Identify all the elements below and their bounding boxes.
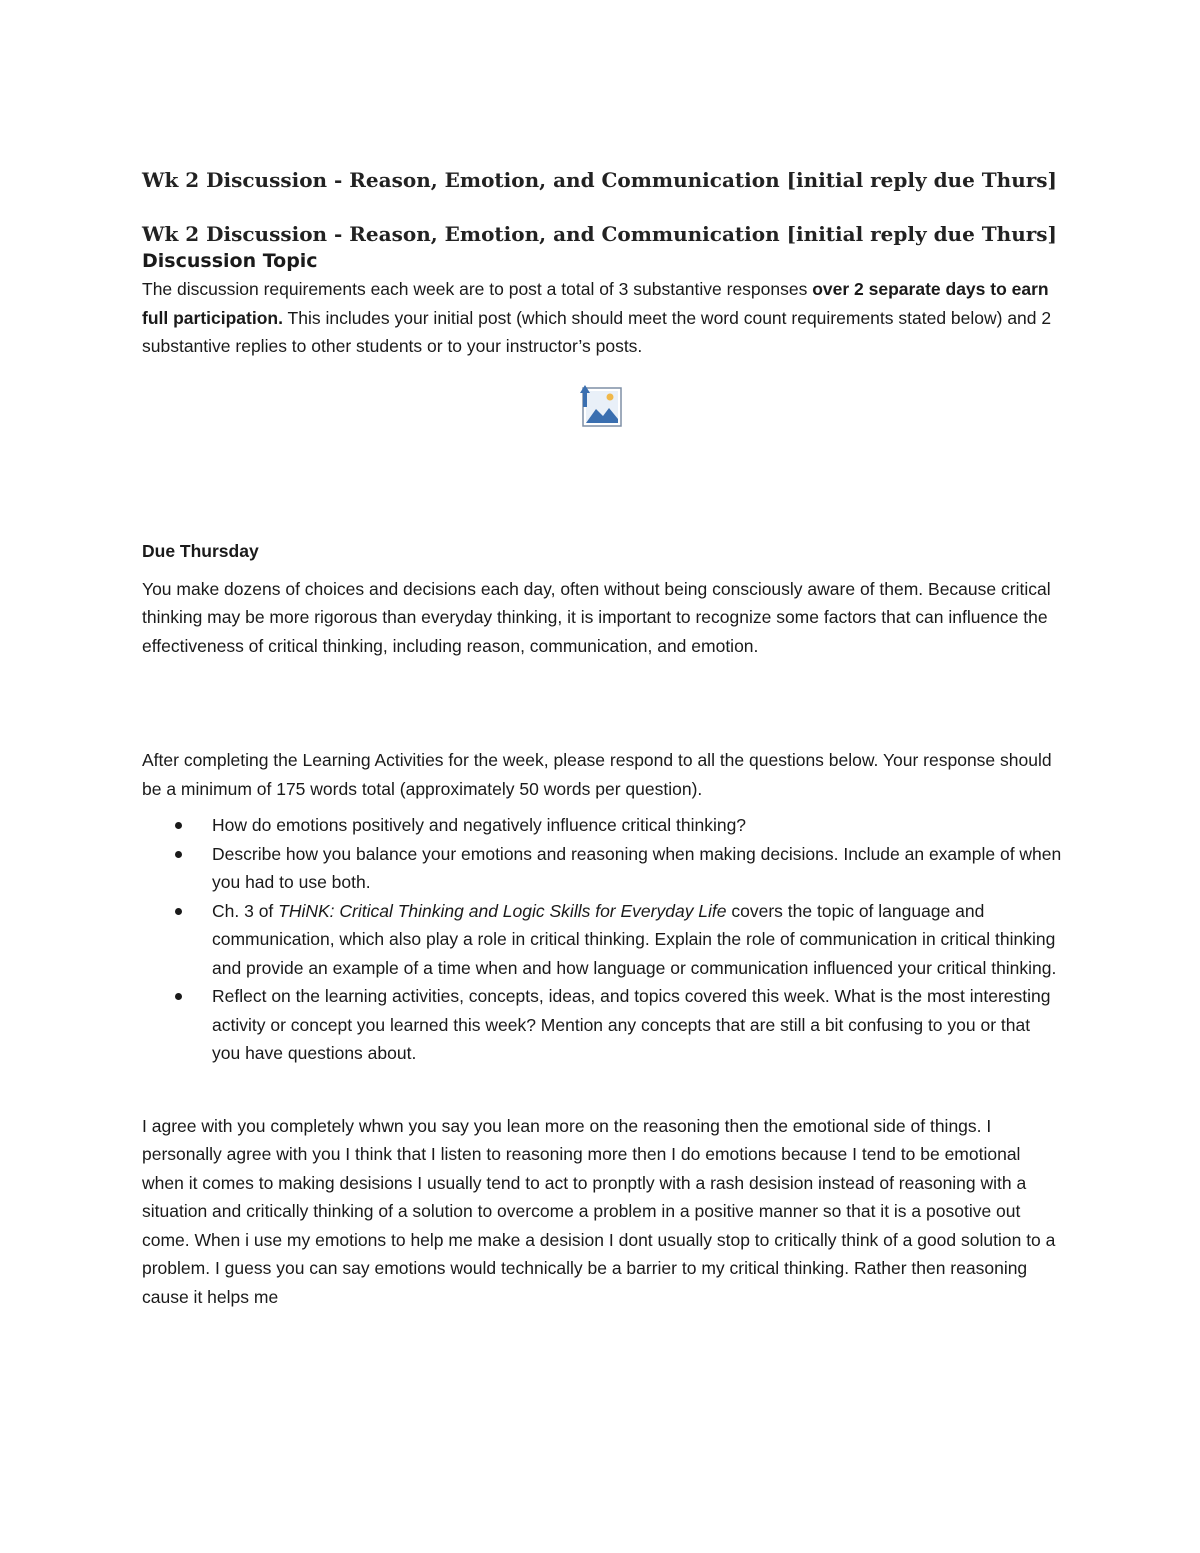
list-item: Describe how you balance your emotions and reasoning when making decisions. Include an example of when you had to use both. [212,840,1062,897]
discussion-topic-heading: Discussion Topic [142,250,318,272]
student-reply-paragraph: I agree with you completely whwn you say you lean more on the reasoning then the emotional side of things. I personally agree with you I think that I listen to reasoning more then I do emotions because I tend to be emotional when it comes to making desisions I usually tend to act to pronptly with a rash desision instead of reasoning with a situation and critically thinking of a solution to overcome a problem in a positive manner so that it is a posotive out come. When i use my emotions to help me make a desision I dont usually stop to critically think of a good solution to a problem. I guess you can say emotions would technically be a barrier to my critical thinking. Rather then reasoning cause it helps me [142,1115,1056,1307]
document-page [142,165,1062,1311]
q3-prefix: Ch. 3 of [212,900,279,921]
q3-suffix: covers the topic of language and communication, which also play a role in critical thinking. Explain the role of communication in critical thinking and provide an example of a time when and how language or communication influenced your critical thinking. [212,900,1057,978]
requirements-bold-text: over 2 separate days to earn full participation. [142,279,1049,328]
image-placeholder [142,383,1062,437]
instructions-paragraph: After completing the Learning Activities for the week, please respond to all the questions below. Your response should be a minimum of 175 words total (approximately 50 words per question). [142,750,1052,799]
discussion-title: Wk 2 Discussion - Reason, Emotion, and Communication [initial reply due Thurs] [142,222,1058,246]
list-item [212,897,1062,983]
document-title: Wk 2 Discussion - Reason, Emotion, and Communication [initial reply due Thurs] [142,168,1058,192]
list-item: How do emotions positively and negatively influence critical thinking? [212,811,1062,840]
questions-list [142,811,1062,1068]
image-placeholder-icon [578,383,626,431]
book-title: THiNK: Critical Thinking and Logic Skills for Everyday Life [278,900,727,921]
intro-paragraph: You make dozens of choices and decisions each day, often without being consciously aware of them. Because critical thinking may be more rigorous than everyday thinking, it is important to recognize some factors that can influence the effectiveness of critical thinking, including reason, communication, and emotion. [142,578,1051,656]
requirements-paragraph [142,275,1062,361]
requirements-text-2: This includes your initial post (which should meet the word count requirements stated below) and 2 substantive replies to other students or to your instructor’s posts. [142,307,1052,356]
due-thursday-heading: Due Thursday [142,540,259,561]
list-item: Reflect on the learning activities, concepts, ideas, and topics covered this week. What is the most interesting activity or concept you learned this week? Mention any concepts that are still a bit confusing to you or that you have questions about. [212,982,1062,1068]
requirements-text-1: The discussion requirements each week are to post a total of 3 substantive responses [142,279,813,299]
